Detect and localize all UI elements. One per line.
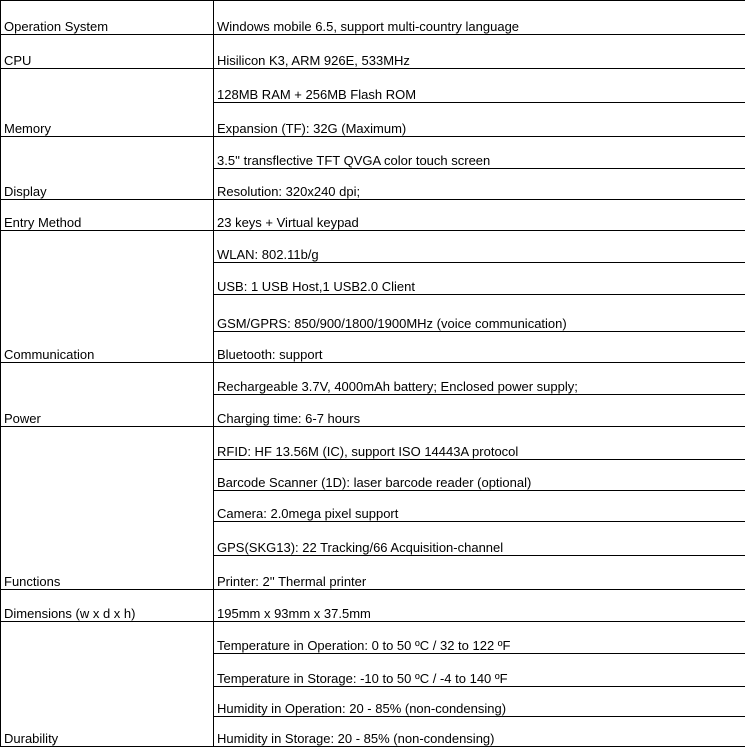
spec-value: WLAN: 802.11b/g xyxy=(214,231,745,263)
spec-value: 195mm x 93mm x 37.5mm xyxy=(214,590,745,622)
spec-row-dimensions xyxy=(1,590,745,622)
spec-label: Power xyxy=(1,363,214,427)
spec-value: Temperature in Operation: 0 to 50 ºC / 32 to 122 ºF xyxy=(214,622,745,654)
spec-value: 23 keys + Virtual keypad xyxy=(214,200,745,231)
spec-value: Temperature in Storage: -10 to 50 ºC / -4 to 140 ºF xyxy=(214,654,745,687)
spec-value: Charging time: 6-7 hours xyxy=(214,395,745,427)
spec-value: Humidity in Storage: 20 - 85% (non-condensing) xyxy=(214,717,745,747)
spec-value: Bluetooth: support xyxy=(214,332,745,363)
spec-value: Hisilicon K3, ARM 926E, 533MHz xyxy=(214,35,745,69)
spec-row-cpu xyxy=(1,35,745,69)
spec-label: Dimensions (w x d x h) xyxy=(1,590,214,622)
spec-value: RFID: HF 13.56M (IC), support ISO 14443A protocol xyxy=(214,427,745,460)
spec-label: Display xyxy=(1,137,214,200)
spec-row-entry-method xyxy=(1,200,745,231)
spec-label: Memory xyxy=(1,69,214,137)
spec-row-display xyxy=(1,137,745,169)
spec-value: Humidity in Operation: 20 - 85% (non-condensing) xyxy=(214,687,745,717)
spec-label: Durability xyxy=(1,622,214,747)
spec-row-memory xyxy=(1,69,745,103)
spec-value: Windows mobile 6.5, support multi-country language xyxy=(214,1,745,35)
spec-row-communication xyxy=(1,231,745,263)
spec-label: Entry Method xyxy=(1,200,214,231)
spec-value: Printer: 2'' Thermal printer xyxy=(214,556,745,590)
spec-row-functions xyxy=(1,427,745,460)
spec-value: GSM/GPRS: 850/900/1800/1900MHz (voice communication) xyxy=(214,295,745,332)
spec-label: Operation System xyxy=(1,1,214,35)
spec-value: Barcode Scanner (1D): laser barcode reader (optional) xyxy=(214,460,745,491)
spec-label: Communication xyxy=(1,231,214,363)
spec-value: 128MB RAM + 256MB Flash ROM xyxy=(214,69,745,103)
spec-row-power xyxy=(1,363,745,395)
spec-value: Expansion (TF): 32G (Maximum) xyxy=(214,103,745,137)
spec-value: Resolution: 320x240 dpi; xyxy=(214,169,745,200)
spec-row-durability xyxy=(1,622,745,654)
spec-value: 3.5'' transflective TFT QVGA color touch screen xyxy=(214,137,745,169)
spec-row-operation-system xyxy=(1,1,745,35)
spec-value: GPS(SKG13): 22 Tracking/66 Acquisition-channel xyxy=(214,522,745,556)
spec-label: Functions xyxy=(1,427,214,590)
spec-label: CPU xyxy=(1,35,214,69)
spec-value: Camera: 2.0mega pixel support xyxy=(214,491,745,522)
spec-value: Rechargeable 3.7V, 4000mAh battery; Enclosed power supply; xyxy=(214,363,745,395)
spec-value: USB: 1 USB Host,1 USB2.0 Client xyxy=(214,263,745,295)
